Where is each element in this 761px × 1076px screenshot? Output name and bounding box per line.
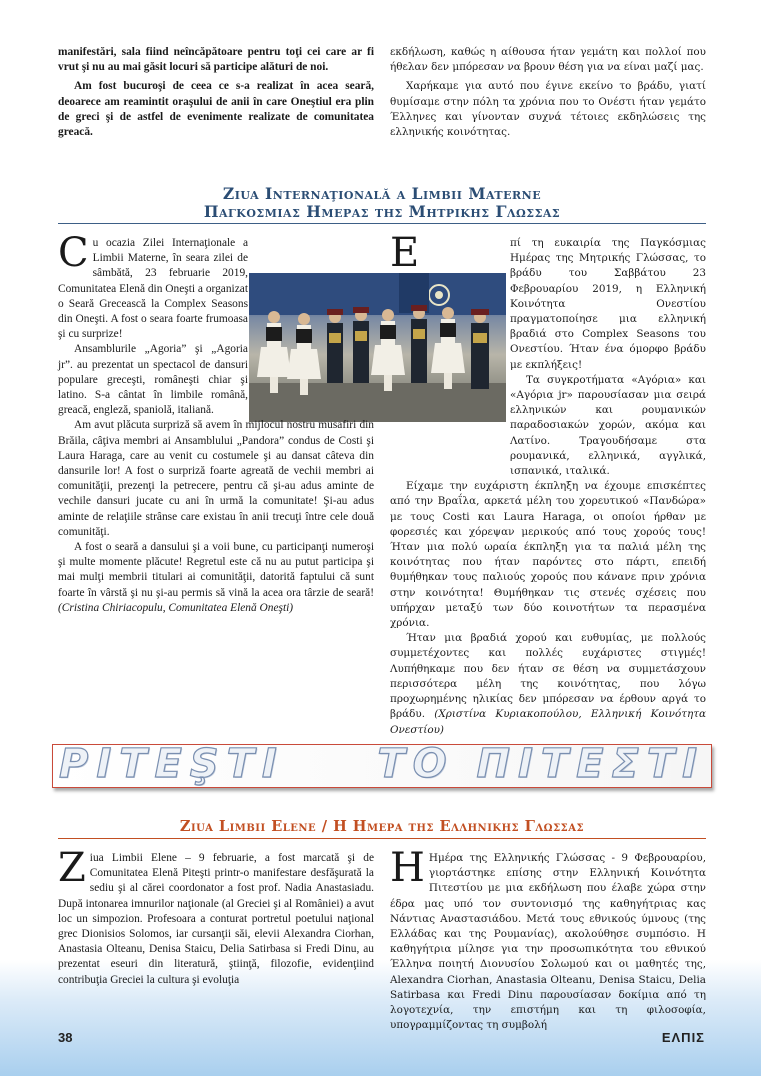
paragraph: Είχαμε την ευχάριστη έκπληξη να έχουμε επισκέπτες από την Βραΐλα, αρκετά μέλη του χορευτικού «Πανδώρα» με τους Costi και Laura Haraga, οι οποίοι ήρθαν με φορεσιές και χόρεψαν μερικούς από τους χορούς τους! Ήταν μια πολύ ωραία έκπληξη για τα παλιά μέλη της κοινότητας που ήταν παρόντες στο πάρτι, επειδή θυμήθηκαν τους παλιούς χορούς που κάνανε πριν χρόνια στην κοινότητα! Θυμήθηκαν τις στενές σχέσεις που υπήρχαν μεταξύ των δύο κοινοτήτων τα περασμένα χρόνια. [390, 480, 706, 630]
paragraph: εκδήλωση, καθώς η αίθουσα ήταν γεμάτη και πολλοί που ήθελαν δεν μπόρεσαν να βρουν θέση για να είναι μαζί μας. [390, 46, 706, 74]
paragraph-text: u ocazia Zilei Internaţionale a Limbii Materne, în seara zilei de sâmbătă, 23 februarie 2019, Comunitatea Elenă din Oneşti a organizat o Seară Grecească la Complex Seasons din Oneşti. A fost o seara foarte frumoasa şi cu surprize! [58, 237, 248, 341]
section2-divider [58, 838, 706, 839]
section2-right-column [390, 845, 706, 1032]
banner-title-romanian: PITEŞTI [59, 741, 285, 787]
paragraph: Τα συγκροτήματα «Αγόρια» και «Αγόρια jr» παρουσίασαν μια σειρά ελληνικών και ρουμανικών παραδοσιακών χορών, ακόμα και Λατίνο. Τραγουδήσαμε στα ρουμανικά, ελληνικά, αγγλικά, ισπανικά, ιταλικά. [510, 373, 706, 478]
page-number: 38 [58, 1030, 73, 1045]
top-left-column [58, 45, 374, 140]
signature: (Χριστίνα Κυριακοπούλου, Ελληνική Κοινότητα Ονεστίου) [390, 708, 706, 736]
section-title-romanian: Ziua Internaţională a Limbii Materne [222, 184, 542, 203]
paragraph: Am avut plăcuta surpriză să avem în mijlocul nostru musafiri din Brăila, câţiva membri ai Ansamblului „Pandora” condus de Costi şi Laura Haraga, care au venit cu costumele şi au dansat câteva din dansurile lor! A fost o surpriză foarte agreată de vechii membri ai comunităţii, prezenţi la petrecere, pentru că şi-au adus aminte de vechile dansuri jucate cu ani în urmă la comunitate! Şi-au adus aminte de relaţiile strânse care existau în anii trecuţi între cele două comunităţi. [58, 419, 374, 538]
top-right-column [390, 45, 706, 140]
drop-cap: Η [390, 845, 425, 891]
drop-cap: C [58, 230, 89, 276]
paragraph [390, 230, 706, 373]
paragraph [58, 845, 374, 988]
paragraph [58, 540, 374, 616]
paragraph [390, 631, 706, 737]
signature: (Cristina Chiriacopulu, Comunitatea Elenă Oneşti) [58, 601, 294, 614]
city-banner [52, 741, 712, 788]
paragraph-text: πί τη ευκαιρία της Παγκόσμιας Ημέρας της Μητρικής Γλώσσας, το βράδυ του Σαββάτου 23 Φεβρουαρίου 2019, η Ελληνική Κοινότητα Ονεστίου πραγματοποίησε μια ελληνική βραδιά στο Complex Seasons του Ονεστίου. Ήταν ένα όμορφο βράδυ με εκπλήξεις! [510, 237, 706, 371]
drop-cap: Ε [390, 230, 420, 276]
section-divider [58, 223, 706, 224]
paragraph: Ansamblurile „Agoria” şi „Agoria jr”. au prezentat un spectacol de dansuri populare greceşti, româneşti chiar şi latino. S-a cântat în limbile română, greacă, engleză, spaniolă, italiană. [58, 343, 248, 417]
paragraph [390, 845, 706, 1033]
paragraph [58, 230, 374, 342]
section2-left-column [58, 845, 374, 1019]
section1-right-column [390, 230, 706, 738]
paragraph-text: Ήταν μια βραδιά χορού και ευθυμίας, με πολλούς συμμετέχοντες και πολλές ευχάριστες στιγμές! Λυπήθηκαμε που δεν ήταν σε θέση να συμμετάσχουν περισσότερα μέλη της κοινότητας, που λόγω προχωρημένης ηλικίας δεν μπόρεσαν να έρθουν αργά το βράδυ. [390, 632, 706, 721]
section1-left-column [58, 230, 374, 616]
section2-title: Ziua Limbii Elene / Η Ημερα της Ελληνικης Γλωσσας [179, 818, 585, 835]
paragraph-text: iua Limbii Elene – 9 februarie, a fost marcată şi de Comunitatea Elenă Piteşti printr-o manifestare desfăşurată la sediu şi al cărei coordonator a fost prof. Nadia Anastasiadu. După intonarea imnurilor naţionale (al Greciei şi al României) a avut loc un simpozion. Profesoara a conturat portretul poetului naţional grec Dionisios Solomos, iar cursanţii săi, elevii Alexandra Ciorhan, Anastasia Olteanu, Denisa Staicu, Delia Satirbasa si Fredi Dinu, au prezentat eseuri din literatură, ştiinţă, filozofie, evidenţiind contribuţia Greciei la cultura şi evoluţia [58, 852, 374, 986]
drop-cap: Z [58, 845, 86, 891]
paragraph: Am fost bucuroşi de ceea ce s-a realizat în acea seară, deoarece am reamintit oraşului de anii în care Oneştiul era plin de greci şi de astfel de evenimente realizate de comunitatea greacă. [58, 80, 374, 139]
paragraph-text: A fost o seară a dansului şi a voii bune, cu participanţi numeroşi şi multe momente plăcute! Regretul este că nu au putut participa şi mai mulţi membrii titulari ai comunităţii, datorită faptului că sunt foarte în vârstă şi nu şi-au permis să vină la acea ora târzie de seară! [58, 541, 374, 599]
magazine-name: ΕΛΠΙΣ [661, 1030, 705, 1045]
section-title-greek: Παγκοσμιας Ημερας της Μητρικης Γλωσσας [203, 202, 561, 221]
paragraph: Χαρήκαμε για αυτό που έγινε εκείνο το βράδυ, γιατί θυμίσαμε στην πόλη τα χρόνια που το Ονέστι ήταν γεμάτο Έλληνες και γίνονταν συχνά τέτοιες εκδηλώσεις της ελληνικής κοινότητας. [390, 80, 706, 139]
paragraph-text: Ημέρα της Ελληνικής Γλώσσας - 9 Φεβρουαρίου, γιορτάστηκε επίσης στην Ελληνική Κοινότητα Πιτεστίου με μια εκδήλωση που έλαβε χώρα στην έδρα μας υπό τον συντονισμό της καθηγήτριας κας Νάντιας Αναστασιάδου. Μετά τους εθνικούς ύμνους (της Ελλάδας και της Ρουμανίας), ακολούθησε συμπόσιο. Η καθηγήτρια μίλησε για την προσωπικότητα του εθνικού Έλληνα ποιητή Διονυσίου Σολωμού και οι μαθητές της, Alexandra Ciorhan, Anastasia Olteanu, Denisa Staicu, Delia Satirbasa και Fredi Dinu παρουσίασαν δοκίμια από τη λογοτεχνία, την επιστήμη και τη φιλοσοφία, υπογραμμίζοντας τη συμβολή [390, 852, 706, 1032]
paragraph: manifestări, sala fiind neîncăpătoare pentru toţi cei care ar fi vrut şi nu au mai găsit locuri să participe alături de noi. [58, 46, 374, 74]
banner-title-greek: ΤΟ ΠΙΤΕΣΤΙ [377, 741, 705, 787]
